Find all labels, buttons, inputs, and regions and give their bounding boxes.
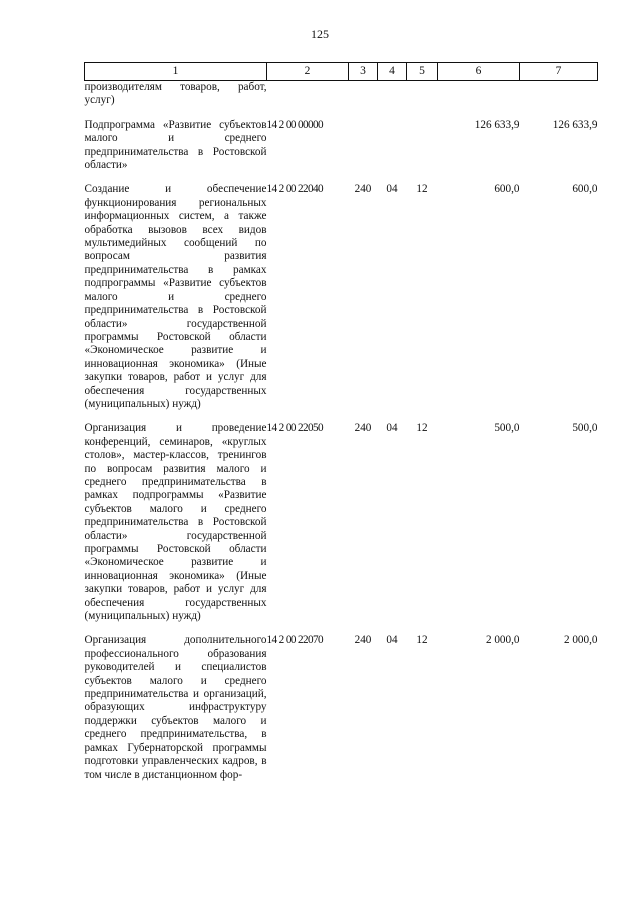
row-section: [378, 108, 407, 173]
row-name: Организация дополнительного профессионального образования руководителей и специалистов субъектов малого и среднего предпринимательства и организаций, образующих инфраструктуру поддержки субъектов малого и среднего предпринимательства, в рамках Губернаторской программы подготовки управленческих кадров, в том числе в дистанционном фор-: [84, 634, 267, 781]
row-section: 04: [386, 634, 398, 647]
row-code: [267, 81, 349, 108]
row-expense-type: 240: [354, 183, 372, 196]
table-row: [85, 172, 598, 411]
row-subsection: 12: [416, 183, 428, 196]
row-code: 14 2 00 22050: [266, 422, 324, 435]
column-header-1: 1: [85, 63, 267, 81]
page-number: 125: [311, 27, 329, 41]
row-section: 04: [386, 422, 398, 435]
budget-table: [84, 62, 598, 782]
row-code: 14 2 00 00000: [266, 118, 324, 131]
row-name: Организация и проведение конференций, семинаров, «круглых столов», мастер-классов, тренингов по вопросам развития малого и среднего предпринимательства в рамках подпрограммы «Развитие субъектов малого и среднего предпринимательства в Ростовской области» государственной программы Ростовской области «Экономическое развитие и инновационная экономика» (Иные закупки товаров, работ и услуг для обеспечения государственных (муниципальных) нужд): [84, 422, 267, 623]
row-code: 14 2 00 22040: [266, 183, 324, 196]
column-header-6: 6: [438, 63, 520, 81]
row-name: Подпрограмма «Развитие субъектов малого и среднего предпринимательства в Ростовской области»: [84, 118, 267, 172]
row-section: [378, 81, 407, 108]
row-amount-2: 2 000,0: [563, 634, 598, 647]
row-section: 04: [386, 183, 398, 196]
row-expense-type: [349, 108, 378, 173]
row-subsection: 12: [416, 422, 428, 435]
column-header-4: 4: [378, 63, 407, 81]
row-subsection: [407, 108, 438, 173]
column-header-5: 5: [407, 63, 438, 81]
row-amount-2: 600,0: [572, 183, 598, 196]
row-expense-type: 240: [354, 422, 372, 435]
row-subsection: 12: [416, 634, 428, 647]
table-row: [85, 411, 598, 623]
row-name: производителям товаров, работ, услуг): [84, 81, 267, 107]
table-row: [85, 81, 598, 108]
row-code: 14 2 00 22070: [266, 634, 324, 647]
row-amount-1: 500,0: [494, 422, 520, 435]
row-amount-1: 126 633,9: [474, 118, 520, 131]
table-row: [85, 108, 598, 173]
row-expense-type: [349, 81, 378, 108]
row-amount-2: 500,0: [572, 422, 598, 435]
row-amount-2: 126 633,9: [552, 118, 598, 131]
column-header-7: 7: [520, 63, 598, 81]
column-header-3: 3: [349, 63, 378, 81]
column-header-2: 2: [267, 63, 349, 81]
row-subsection: [407, 81, 438, 108]
row-amount-1: 600,0: [494, 183, 520, 196]
table-row: [85, 623, 598, 781]
row-name: Создание и обеспечение функционирования региональных информационных систем, а также обработка вызовов всех видов мультимедийных сообщений по вопросам развития предпринимательства в рамках подпрограммы «Развитие субъектов малого и среднего предпринимательства в Ростовской области» государственной программы Ростовской области «Экономическое развитие и инновационная экономика» (Иные закупки товаров, работ и услуг для обеспечения государственных (муниципальных) нужд): [84, 183, 267, 410]
row-amount-1: [438, 81, 520, 108]
header-row: [85, 63, 598, 81]
row-amount-2: [520, 81, 598, 108]
row-amount-1: 2 000,0: [485, 634, 520, 647]
row-expense-type: 240: [354, 634, 372, 647]
